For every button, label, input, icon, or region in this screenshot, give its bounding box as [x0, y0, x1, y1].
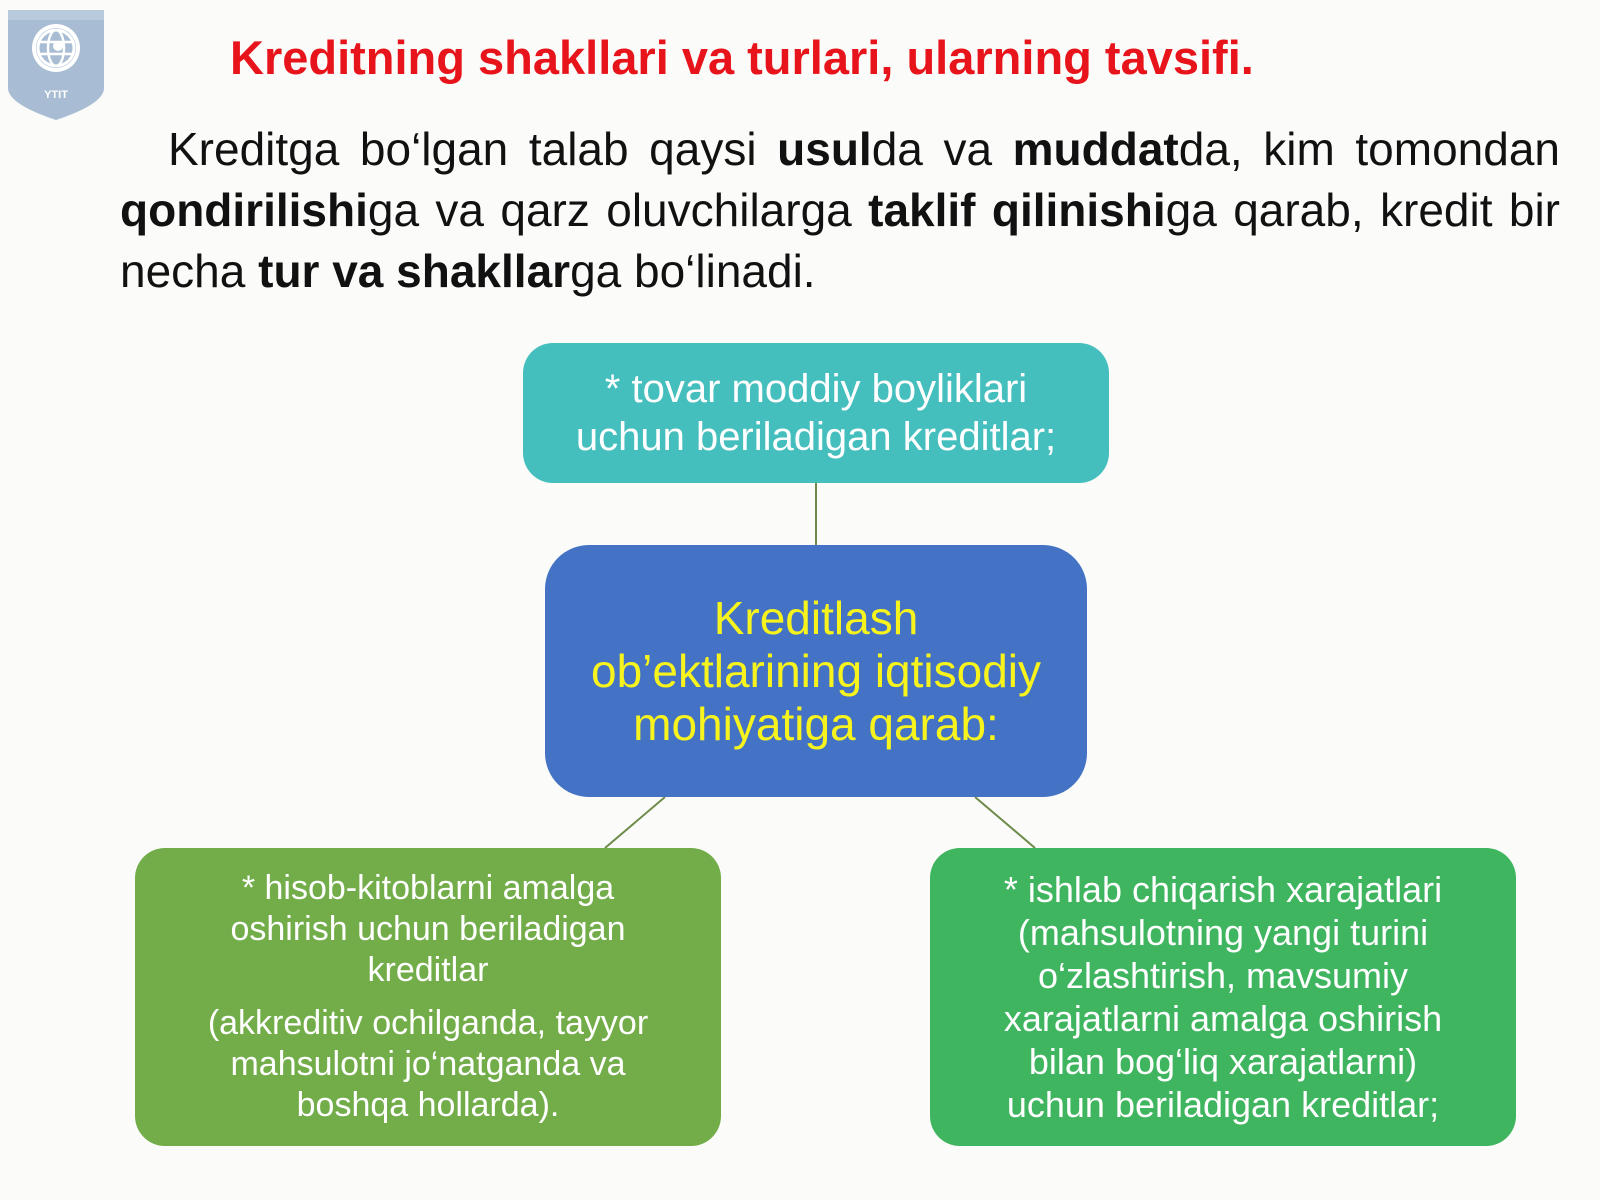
node-right-line: o‘zlashtirish, mavsumiy — [1037, 955, 1409, 996]
node-top-line: * tovar moddiy boyliklari — [604, 367, 1028, 411]
intro-segment: ga bo‘linadi. — [570, 245, 816, 297]
intro-bold-term: usul — [777, 123, 872, 175]
node-left-settlements — [135, 848, 721, 1146]
node-right-line: (mahsulotning yangi turini — [1017, 912, 1429, 953]
intro-bold-term: muddat — [1012, 123, 1179, 175]
intro-bold-term: qondirilishi — [120, 184, 368, 236]
logo-text: YTIT — [44, 89, 68, 101]
node-right-line: bilan bog‘liq xarajatlarni) — [1028, 1041, 1418, 1082]
node-right-production — [930, 848, 1516, 1146]
node-top-line: uchun beriladigan kreditlar; — [575, 415, 1057, 459]
intro-segment: ga qarab, kredit bir necha — [120, 184, 1560, 297]
node-right-line: xarajatlarni amalga oshirish — [1003, 998, 1443, 1039]
node-center-main — [545, 545, 1087, 797]
intro-bold-term: taklif qilinishi — [868, 184, 1166, 236]
node-right-line: uchun beriladigan kreditlar; — [1006, 1084, 1440, 1125]
node-center-line: ob’ektlarining iqtisodiy — [590, 644, 1042, 697]
node-left-line: oshirish uchun beriladigan — [230, 910, 626, 948]
node-left-detail-line: mahsulotni jo‘natganda va — [230, 1045, 626, 1083]
node-center-line: mohiyatiga qarab: — [633, 697, 999, 750]
intro-segment: Kreditga bo‘lgan talab qaysi — [168, 123, 778, 175]
connector-left — [605, 797, 665, 848]
intro-bold-term: tur va shakllar — [258, 245, 571, 297]
slide-title: Kreditning shakllari va turlari, ularning tavsifi. — [230, 31, 1254, 84]
intro-segment: ga va qarz oluvchilarga — [367, 184, 869, 236]
intro-segment: da, kim tomondan — [1178, 123, 1560, 175]
node-top-goods — [523, 343, 1109, 483]
node-left-detail-line: boshqa hollarda). — [296, 1086, 560, 1124]
connector-right — [975, 797, 1035, 848]
node-left-detail-line: (akkreditiv ochilganda, tayyor — [207, 1004, 649, 1042]
node-left-line: kreditlar — [367, 951, 489, 989]
intro-segment: da va — [871, 123, 1013, 175]
node-right-line: * ishlab chiqarish xarajatlari — [1003, 869, 1443, 910]
node-left-line: * hisob-kitoblarni amalga — [241, 869, 615, 907]
node-center-line: Kreditlash — [713, 591, 919, 644]
